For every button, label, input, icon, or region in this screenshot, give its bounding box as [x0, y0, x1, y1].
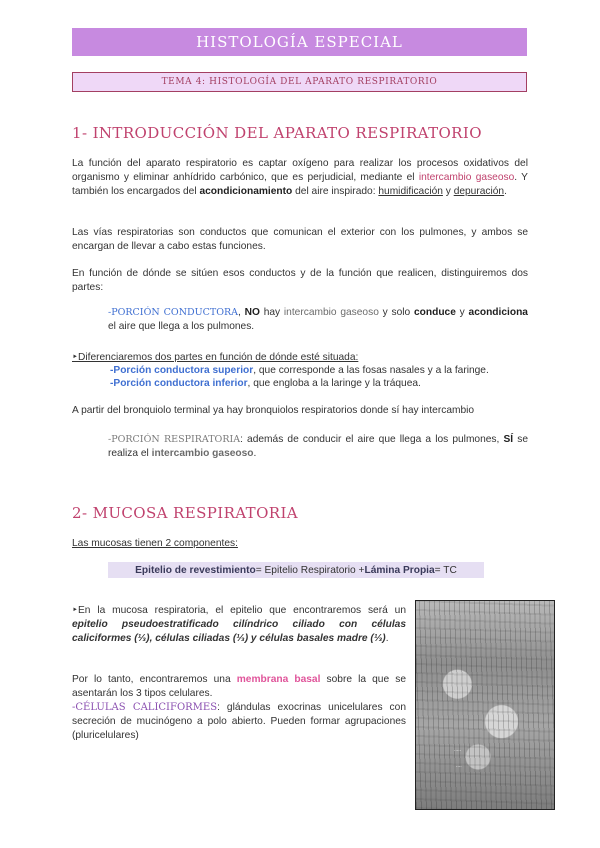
title-banner — [72, 28, 527, 56]
diferenciaremos-label: ‣Diferenciaremos dos partes en función de dónde esté situada: — [72, 352, 359, 363]
section-heading-1: 1- INTRODUCCIÓN DEL APARATO RESPIRATORIO — [72, 124, 482, 142]
mucosas-intro: Las mucosas tienen 2 componentes: — [72, 538, 238, 549]
porcion-respiratoria: -PORCIÓN RESPIRATORIA: además de conducir el aire que llega a los pulmones, SÍ se realiza el intercambio gaseoso. — [108, 434, 529, 459]
porcion-conductora: -PORCIÓN CONDUCTORA, NO hay intercambio gaseoso y solo conduce y acondiciona el aire que llega a los pulmones. — [108, 307, 528, 332]
paragraph-intro: La función del aparato respiratorio es captar oxígeno para realizar los procesos oxidativos del organismo y eliminar anhídrido carbónico, que es perjudicial, mediante el intercambio gaseoso. Y también los encargados del acondicionamiento del aire inspirado: humidificación y depuración. — [72, 158, 528, 197]
document-title: HISTOLOGÍA ESPECIAL — [196, 33, 403, 51]
section-heading-2: 2- MUCOSA RESPIRATORIA — [72, 504, 299, 522]
paragraph-caliciformes: -CÉLULAS CALICIFORMES: glándulas exocrinas unicelulares con secreción de mucinógeno a polo abierto. Pueden formar agrupaciones (pluricelulares) — [72, 702, 406, 741]
paragraph-epitelio: ‣En la mucosa respiratoria, el epitelio que encontraremos será un epitelio pseudoestratificado cilíndrico ciliado con células caliciformes (⅓), células ciliadas (⅓) y células basales madre (⅓). — [72, 605, 406, 644]
porcion-superior: -Porción conductora superior, que corresponde a las fosas nasales y a la faringe. — [110, 365, 489, 376]
paragraph-partes: En función de dónde se sitúen esos conductos y de la función que realicen, distinguiremos dos partes: — [72, 268, 528, 293]
porcion-inferior: -Porción conductora inferior, que engloba a la laringe y la tráquea. — [110, 378, 421, 389]
subtitle-banner — [72, 72, 527, 92]
components-box: Epitelio de revestimiento = Epitelio Respiratorio + Lámina Propia = TC — [108, 562, 484, 578]
paragraph-membrana: Por lo tanto, encontraremos una membrana basal sobre la que se asentarán los 3 tipos celulares. — [72, 674, 407, 699]
document-subtitle: TEMA 4: HISTOLOGÍA DEL APARATO RESPIRATORIO — [161, 77, 438, 87]
paragraph-bronquiolo: A partir del bronquiolo terminal ya hay bronquiolos respiratorios donde sí hay intercambio — [72, 405, 475, 416]
micrograph-image: ····· ···· — [415, 600, 555, 810]
paragraph-vias: Las vías respiratorias son conductos que comunican el exterior con los pulmones, y ambos se encargan de llevar a cabo estas funciones. — [72, 227, 528, 252]
